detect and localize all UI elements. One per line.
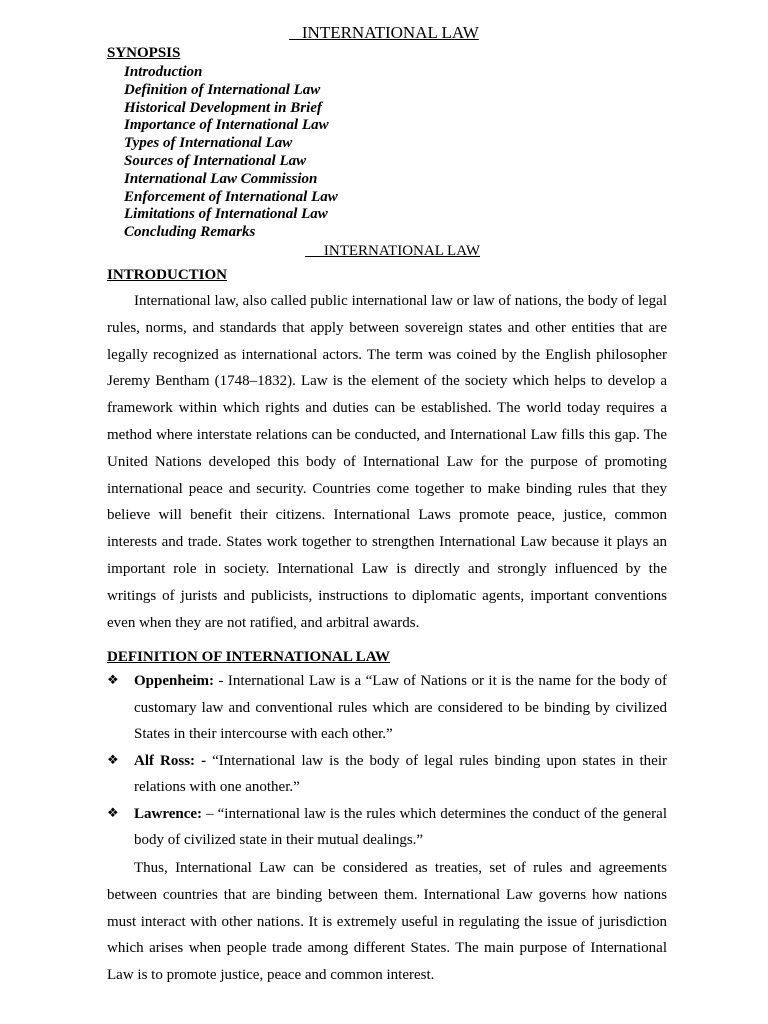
- synopsis-item: Limitations of International Law: [124, 206, 328, 223]
- synopsis-item: Types of International Law: [124, 135, 293, 152]
- synopsis-item: International Law Commission: [124, 170, 318, 187]
- synopsis-item: Sources of International Law: [124, 152, 307, 169]
- definition-item: [107, 668, 667, 748]
- diamond-bullet-icon: ❖: [107, 805, 119, 821]
- document-title: [0, 22, 768, 44]
- definition-list: [107, 668, 667, 854]
- definition-term: Lawrence:: [134, 805, 203, 822]
- synopsis-list: [124, 64, 338, 242]
- definition-text: - International Law is a “Law of Nations or it is the name for the body of customary law and conventional rules which are considered to be binding by civilized States in their intercourse with each other.”: [134, 673, 667, 742]
- diamond-bullet-icon: ❖: [107, 752, 119, 768]
- synopsis-item: Importance of International Law: [124, 117, 329, 134]
- definition-text: – “international law is the rules which determines the conduct of the general body of civilized state in their mutual dealings.”: [134, 805, 667, 848]
- synopsis-item: Definition of International Law: [124, 81, 321, 98]
- introduction-paragraph: International law, also called public international law or law of nations, the body of legal rules, norms, and standards that apply between sovereign states and other entities that are legally recognized as international actors. The term was coined by the English philosopher Jeremy Bentham (1748–1832). Law is the element of the society which helps to develop a framework within which rights and duties can be established. The world today requires a method where interstate relations can be conducted, and International Law fills this gap. The United Nations developed this body of International Law for the purpose of promoting international peace and security. Countries come together to make binding rules that they believe will benefit their citizens. International Laws promote peace, justice, common interests and trade. States work together to strengthen International Law because it plays an important role in society. International Law is directly and strongly influenced by the writings of jurists and publicists, instructions to diplomatic agents, important conventions even when they are not ratified, and arbitral awards.: [107, 293, 667, 631]
- synopsis-item: Concluding Remarks: [124, 224, 256, 241]
- definition-item: [107, 748, 667, 801]
- synopsis-heading: SYNOPSIS: [107, 45, 181, 61]
- definition-text: “International law is the body of legal rules binding upon states in their relations with one another.”: [134, 752, 667, 795]
- synopsis-item: Historical Development in Brief: [124, 99, 322, 116]
- synopsis-item: Introduction: [124, 64, 203, 80]
- definition-term: Alf Ross: -: [134, 752, 207, 769]
- diamond-bullet-icon: ❖: [107, 673, 119, 688]
- definition-conclusion-paragraph: Thus, International Law can be considered as treaties, set of rules and agreements between countries that are binding between them. International Law governs how nations must interact with other nations. It is extremely useful in regulating the issue of jurisdiction which arises when people trade among different States. The main purpose of International Law is to promote justice, peace and common interest.: [107, 860, 667, 984]
- document-title-text: INTERNATIONAL LAW: [289, 23, 479, 42]
- definition-term: Oppenheim:: [134, 673, 215, 689]
- definition-item: [107, 801, 667, 854]
- section-subtitle: INTERNATIONAL LAW: [305, 243, 480, 259]
- synopsis-item: Enforcement of International Law: [124, 188, 338, 205]
- definition-heading: DEFINITION OF INTERNATIONAL LAW: [107, 649, 390, 665]
- introduction-heading: INTRODUCTION: [107, 267, 228, 283]
